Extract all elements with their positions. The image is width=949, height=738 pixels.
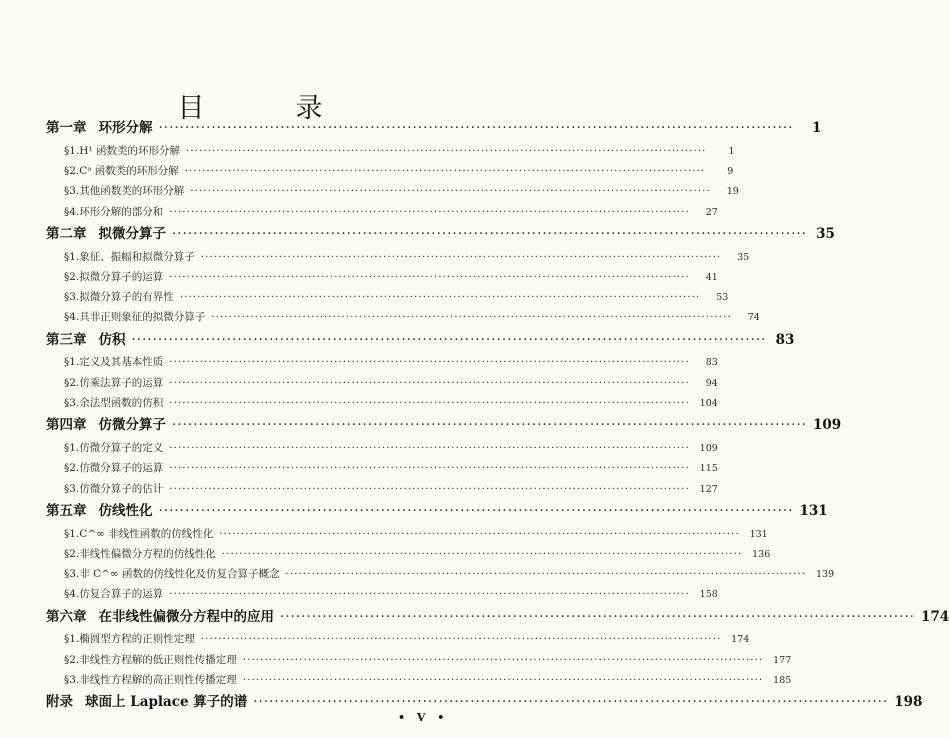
section-number: §3. — [64, 482, 80, 495]
dot-leader: ························································································································ — [200, 633, 722, 646]
dot-leader: ························································································································ — [169, 270, 690, 283]
section-number: §3. — [64, 674, 80, 687]
section-number: §2. — [64, 547, 80, 560]
section-title: 拟微分算子的有界性 — [79, 291, 174, 304]
page-ref: 1 — [812, 120, 822, 136]
section-number: §1. — [64, 144, 80, 157]
section-number: §1. — [64, 356, 80, 369]
section-number: §3. — [64, 568, 80, 581]
page-ref: 131 — [749, 528, 768, 540]
page-number: • V • — [398, 711, 449, 724]
section-title: 仿微分算子的估计 — [79, 482, 164, 495]
toc-section-row — [46, 373, 718, 393]
toc-section-row — [46, 247, 750, 267]
section-number: §4. — [64, 205, 80, 218]
page-ref: 35 — [816, 225, 835, 242]
chapter-number: 第四章 — [46, 417, 87, 434]
page-ref: 109 — [812, 417, 842, 434]
section-title: 仿复合算子的运算 — [79, 588, 164, 601]
dot-leader: ························································································································ — [179, 291, 701, 304]
dot-leader: ························································································································ — [169, 376, 690, 389]
page-ref: 198 — [894, 694, 923, 711]
section-title: 拟微分算子的运算 — [79, 270, 164, 283]
section-number: §3. — [64, 185, 80, 198]
page-ref: 53 — [716, 292, 729, 304]
dot-leader: ························································································································ — [221, 547, 743, 560]
dot-leader: ························································································································ — [169, 588, 690, 601]
toc-section-row — [46, 267, 718, 287]
section-number: §3. — [64, 397, 80, 410]
toc-section-row — [46, 307, 760, 327]
toc-section-row — [46, 181, 739, 201]
toc-section-row — [46, 524, 768, 544]
page-ref: 94 — [705, 377, 718, 389]
toc-section-row — [46, 458, 718, 478]
page-ref: 104 — [699, 398, 718, 410]
toc-chapter-row — [46, 499, 828, 524]
section-title: 余法型函数的仿积 — [79, 397, 164, 410]
chapter-title: 仿线性化 — [98, 502, 153, 519]
page-ref: 83 — [775, 331, 795, 348]
page-ref: 131 — [799, 502, 828, 519]
section-title: 仿微分算子的运算 — [79, 462, 164, 475]
page-ref: 136 — [752, 548, 771, 560]
page-title: 目 录 — [177, 93, 355, 125]
toc-section-row — [46, 161, 734, 181]
section-title: 仿微分算子的定义 — [79, 442, 164, 455]
toc-chapter-row — [46, 413, 842, 438]
toc-section-row — [46, 629, 750, 649]
dot-leader: ························································································································ — [242, 674, 764, 687]
page-ref: 174 — [920, 608, 949, 625]
page-ref: 177 — [773, 654, 792, 666]
toc-section-row — [46, 287, 729, 307]
section-title: 其他函数类的环形分解 — [79, 185, 185, 198]
toc-section-row — [46, 650, 792, 670]
chapter-title: 拟微分算子 — [98, 225, 166, 242]
page-ref: 35 — [737, 251, 750, 263]
chapter-title: 仿积 — [98, 331, 126, 348]
page-ref: 185 — [773, 675, 792, 687]
chapter-number: 第二章 — [46, 225, 87, 242]
table-of-contents — [46, 116, 949, 715]
section-title: 环形分解的部分和 — [79, 205, 164, 218]
dot-leader: ························································································································ — [184, 164, 706, 177]
dot-leader: ························································································································ — [169, 205, 690, 218]
chapter-title: 在非线性偏微分方程中的应用 — [98, 608, 274, 625]
section-title: 非线性方程解的高正则性传播定理 — [79, 674, 237, 687]
page-ref: 174 — [731, 634, 750, 646]
section-number: §1. — [64, 633, 80, 646]
section-number: §2. — [64, 653, 80, 666]
section-number: §2. — [64, 270, 80, 283]
section-title: 非线性方程解的低正则性传播定理 — [79, 653, 237, 666]
page-ref: 115 — [699, 463, 718, 475]
toc-section-row — [46, 393, 718, 413]
page-ref: 27 — [705, 206, 718, 218]
toc-chapter-row — [46, 605, 949, 630]
section-number: §3. — [64, 291, 80, 304]
section-title: 椭圆型方程的正则性定理 — [79, 633, 195, 646]
page-ref: 83 — [705, 357, 718, 369]
dot-leader: ························································································································ — [131, 331, 767, 348]
toc-section-row — [46, 584, 718, 604]
page-ref: 1 — [728, 145, 735, 157]
dot-leader: ························································································································ — [158, 502, 794, 519]
chapter-title: 球面上 Laplace 算子的谱 — [85, 694, 248, 711]
chapter-title: 环形分解 — [98, 120, 153, 136]
dot-leader: ························································································································ — [200, 250, 722, 263]
dot-leader: ························································································································ — [242, 653, 764, 666]
toc-section-row — [46, 564, 835, 584]
toc-chapter-row — [46, 116, 822, 141]
section-number: §2. — [64, 462, 80, 475]
dot-leader: ························································································································ — [169, 482, 690, 495]
dot-leader: ························································································································ — [169, 442, 690, 455]
toc-section-row — [46, 141, 735, 161]
dot-leader: ························································································································ — [285, 568, 807, 581]
section-number: §1. — [64, 250, 80, 263]
section-title: 仿乘法算子的运算 — [79, 376, 164, 389]
toc-section-row — [46, 544, 771, 564]
chapter-title: 仿微分算子 — [98, 417, 166, 434]
section-title: C^∞ 非线性函数的仿线性化 — [79, 527, 214, 540]
toc-section-row — [46, 202, 718, 222]
page-ref: 74 — [747, 312, 760, 324]
dot-leader: ························································································································ — [158, 120, 794, 136]
section-title: H¹ 函数类的环形分解 — [79, 144, 180, 157]
dot-leader: ························································································································ — [190, 185, 711, 198]
section-title: 非 C^∞ 函数的仿线性化及仿复合算子概念 — [79, 568, 280, 581]
toc-chapter-row — [46, 328, 795, 353]
dot-leader: ························································································································ — [172, 225, 807, 242]
page-ref: 19 — [726, 186, 739, 198]
dot-leader: ························································································································ — [280, 608, 915, 625]
section-title: Cᵃ 函数类的环形分解 — [79, 164, 179, 177]
toc-section-row — [46, 479, 718, 499]
toc-section-row — [46, 670, 792, 690]
dot-leader: ························································································································ — [169, 462, 690, 475]
section-number: §2. — [64, 164, 80, 177]
section-title: 非线性偏微分方程的仿线性化 — [79, 547, 216, 560]
page-ref: 109 — [699, 443, 718, 455]
toc-section-row — [46, 438, 718, 458]
dot-leader: ························································································································ — [253, 694, 889, 711]
toc-chapter-row — [46, 222, 835, 247]
page-ref: 139 — [815, 569, 835, 581]
dot-leader: ························································································································ — [186, 144, 707, 157]
section-title: 象征、振幅和拟微分算子 — [79, 250, 195, 263]
toc-section-row — [46, 352, 718, 372]
dot-leader: ························································································································ — [169, 397, 690, 410]
section-number: §1. — [64, 442, 80, 455]
page-ref: 9 — [727, 165, 734, 177]
section-number: §1. — [64, 527, 80, 540]
dot-leader: ························································································································ — [172, 417, 807, 434]
dot-leader: ························································································································ — [211, 311, 732, 324]
dot-leader: ························································································································ — [169, 356, 690, 369]
section-number: §2. — [64, 376, 80, 389]
dot-leader: ························································································································ — [219, 527, 740, 540]
section-number: §4. — [64, 311, 80, 324]
section-title: 定义及其基本性质 — [79, 356, 164, 369]
page-ref: 158 — [699, 589, 718, 601]
chapter-number: 第三章 — [46, 331, 87, 348]
section-number: §4. — [64, 588, 80, 601]
section-title: 具非正则象征的拟微分算子 — [79, 311, 206, 324]
chapter-number: 附录 — [46, 694, 73, 711]
page-ref: 127 — [699, 483, 718, 495]
chapter-number: 第六章 — [46, 608, 87, 625]
page-ref: 41 — [705, 271, 718, 283]
chapter-number: 第五章 — [46, 502, 87, 519]
chapter-number: 第一章 — [46, 120, 87, 136]
